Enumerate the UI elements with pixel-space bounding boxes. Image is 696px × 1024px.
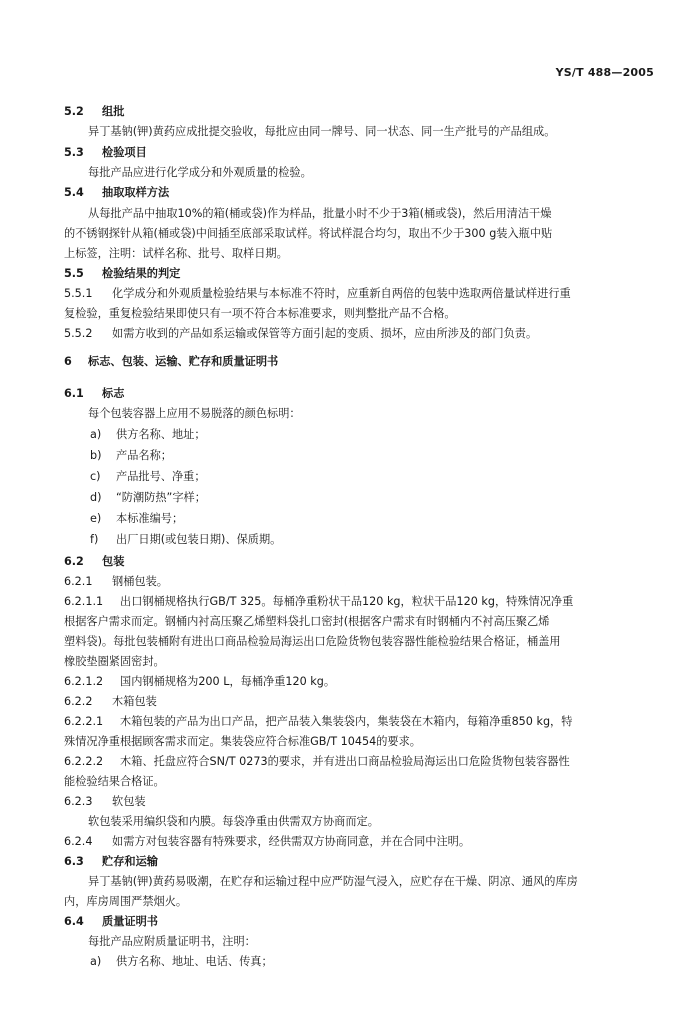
paragraph-line: 根据客户需求而定。钢桶内衬高压聚乙烯塑料袋扎口密封(根据客户需求有时钢桶内不衬高压聚乙烯 — [64, 615, 550, 628]
paragraph-line: 从每批产品中抽取10%的箱(桶或袋)作为样品，批量小时不少于3箱(桶或袋)，然后用清洁干燥 — [88, 207, 552, 220]
section-6-4-heading: 6.4 质量证明书 — [64, 915, 158, 928]
clause-5-5-2: 5.5.2 如需方收到的产品如系运输或保管等方面引起的变质、损坏，应由所涉及的部门负责。 — [64, 327, 538, 340]
list-item: c) 产品批号、净重； — [90, 470, 206, 483]
paragraph-line: 能检验结果合格证。 — [64, 775, 165, 788]
section-6-2-heading: 6.2 包装 — [64, 555, 125, 568]
paragraph-line: 上标签，注明：试样名称、批号、取样日期。 — [64, 247, 288, 260]
clause-6-2-2-2: 6.2.2.2 木箱、托盘应符合SN/T 0273的要求，并有进出口商品检验局海运出口危险货物包装容器性 — [64, 755, 570, 768]
section-6-heading: 6 标志、包装、运输、贮存和质量证明书 — [64, 355, 279, 368]
paragraph-line: 橡胶垫圈紧固密封。 — [64, 655, 165, 668]
section-5-5-heading: 5.5 检验结果的判定 — [64, 267, 181, 280]
section-5-2-heading: 5.2 组批 — [64, 105, 125, 118]
clause-6-2-1: 6.2.1 钢桶包装。 — [64, 575, 168, 588]
clause-6-2-3: 6.2.3 软包装 — [64, 795, 146, 808]
paragraph-line: 每批产品应附质量证明书，注明： — [88, 935, 256, 948]
list-item: a) 供方名称、地址、电话、传真； — [90, 955, 273, 968]
list-item: b) 产品名称； — [90, 449, 172, 462]
paragraph-line: 复检验，重复检验结果即使只有一项不符合本标准要求，则判整批产品不合格。 — [64, 307, 456, 320]
section-5-4-heading: 5.4 抽取取样方法 — [64, 186, 170, 199]
clause-6-2-1-2: 6.2.1.2 国内钢桶规格为200 L，每桶净重120 kg。 — [64, 675, 336, 688]
list-item: f) 出厂日期(或包装日期)、保质期。 — [90, 533, 282, 546]
list-item: e) 本标准编号； — [90, 512, 184, 525]
list-item: a) 供方名称、地址； — [90, 428, 206, 441]
paragraph-line: 软包装采用编织袋和内膜。每袋净重由供需双方协商而定。 — [88, 815, 379, 828]
paragraph-line: 异丁基钠(钾)黄药易吸潮，在贮存和运输过程中应严防湿气浸入，应贮存在干燥、阴凉、通风的库房 — [88, 875, 578, 888]
clause-6-2-1-1: 6.2.1.1 出口钢桶规格执行GB/T 325。每桶净重粉状干品120 kg，粒状干品120 kg，特殊情况净重 — [64, 595, 574, 608]
paragraph-line: 内，库房周围严禁烟火。 — [64, 895, 188, 908]
list-item: d) “防潮防热”字样； — [90, 491, 206, 504]
clause-6-2-2: 6.2.2 木箱包装 — [64, 695, 157, 708]
clause-5-5-1: 5.5.1 化学成分和外观质量检验结果与本标准不符时，应重新自两倍的包装中选取两倍量试样进行重 — [64, 287, 571, 300]
paragraph-line: 殊情况净重根据顾客需求而定。集装袋应符合标准GB/T 10454的要求。 — [64, 735, 421, 748]
paragraph-line: 塑料袋)。每批包装桶附有进出口商品检验局海运出口危险货物包装容器性能检验结果合格证，桶盖用 — [64, 635, 561, 648]
paragraph-line: 异丁基钠(钾)黄药应成批提交验收，每批应由同一牌号、同一状态、同一生产批号的产品组成。 — [88, 125, 556, 138]
paragraph-line: 每个包装容器上应用不易脱落的颜色标明： — [88, 407, 301, 420]
standard-number: YS/T 488—2005 — [555, 66, 654, 79]
paragraph-line: 的不锈钢探针从箱(桶或袋)中间插至底部采取试样。将试样混合均匀，取出不少于300 g装入瓶中贴 — [64, 227, 553, 240]
section-6-1-heading: 6.1 标志 — [64, 387, 125, 400]
section-6-3-heading: 6.3 贮存和运输 — [64, 855, 158, 868]
paragraph-line: 每批产品应进行化学成分和外观质量的检验。 — [88, 166, 312, 179]
clause-6-2-2-1: 6.2.2.1 木箱包装的产品为出口产品，把产品装入集装袋内，集装袋在木箱内，每箱净重850 kg，特 — [64, 715, 573, 728]
clause-6-2-4: 6.2.4 如需方对包装容器有特殊要求，经供需双方协商同意，并在合同中注明。 — [64, 835, 471, 848]
section-5-3-heading: 5.3 检验项目 — [64, 146, 147, 159]
